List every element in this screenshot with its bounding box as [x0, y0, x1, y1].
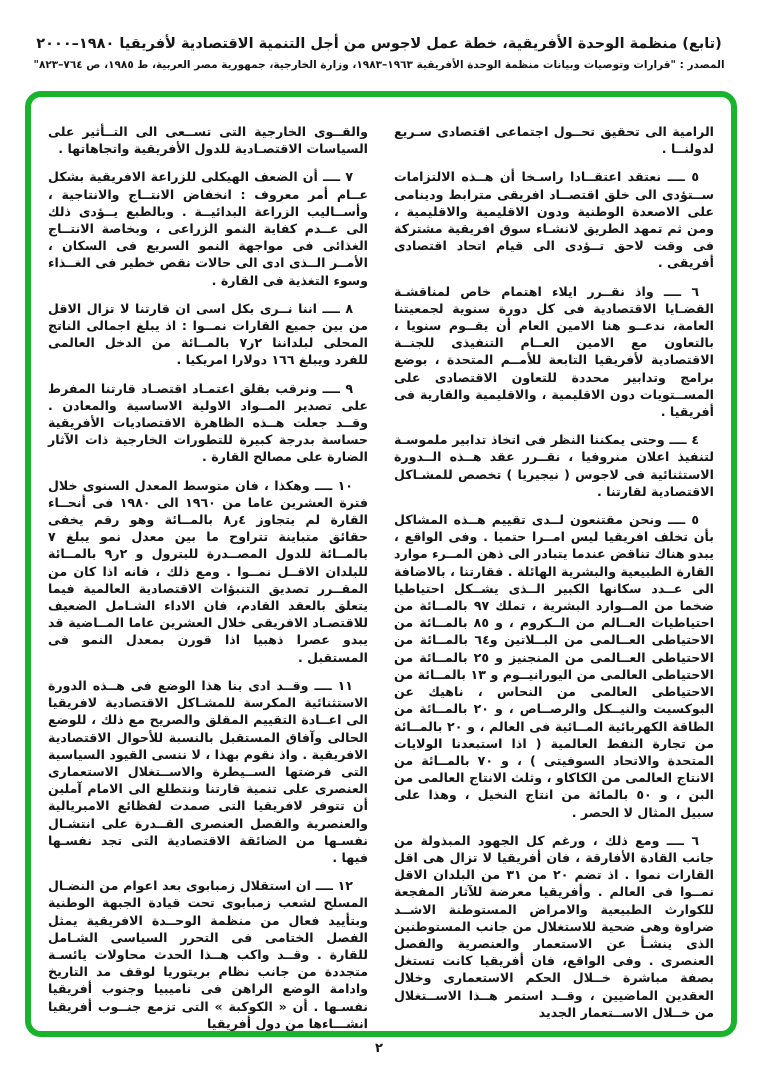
paragraph-item-6b: ٦ ــــ ومع ذلك ، ورغم كل الجهود المبذولة من جانب القادة الأفارقة ، فان أفريقيا لا تزال هى اقل القارات نموا . اذ تضم ٢٠ من ٣١ من البلدان الاقل نمــوا فى العالم . وأفريقيا معرضة للآثار المفجعة للكوارث الطبيعية والامراض المستوطنة الاشــد ضراوة وهى ضحية للاستغلال من جانب المستوطنين الذى ينشـأ عن الاستعمار والعنصرية والفصل العنصرى . وفى الواقع، فان أفريقيا كانت تستغل بصفة مباشرة خــلال الحكم الاستعمارى وخلال العقدين الماضيين ، وقــد استمر هــذا الاســتغلال من خــلال الاســتعمار الجديد	[394, 832, 714, 1020]
page-number: ٢	[375, 1041, 383, 1056]
paragraph-item-5: ٥ ــــ نعتقد اعتقــادا راسـخا أن هــذه الالتزامات ســتؤدى الى خلق اقتصــاد افريقى مترابط ودينامى على الاصعدة الوطنية ودون الاقليمية والاقليمية ، ومن ثم تمهد الطريق لانشـاء سوق افريقية مشتركة فى وقت لاحق تــؤدى الى قيام اتحاد اقتصادى أفريقى .	[394, 169, 714, 271]
column-left	[48, 123, 369, 1031]
paragraph-item-6: ٦ ــــ واذ نقــرر ايلاء اهتمام خاص لمناقشـة القضـايا الاقتصادية فى كل دورة سنوية لجمعيتنا العامة، ندعــو هنا الامين العام أن يقــوم سنويا ، بالتعاون مع الامين العــام التنفيذى للجنــة الاقتصادية لأفريقيا التابعة للأمــم المتحدة ، بوضع برامج وتدابير محددة للتعاون الاقتصادى على المســتويات دون الاقليمية ، والاقليمية والقارية فى أفريقيا .	[394, 283, 714, 420]
paragraph-item-5b: ٥ ــــ ونحن مقتنعون لــدى تقييم هــذه المشاكل بأن تخلف افريقيا ليس امــرا حتميا . وفى الواقع ، يبدو هناك تناقض عندما يتبادر الى ذهن المــرء موارد القارة الطبيعية والبشرية الهائلة . فقارتنا ، بالاضافة الى عــدد سكانها الكبير الــذى يشــكل احتياطيا ضخما من المــوارد البشرية ، تملك ٩٧ بالمــائة من احتياطيات العــالم من الــكروم ، و ٨٥ بالمــائة من الاحتياطى العــالمى من البــلاتين و٦٤ بالمــائة من الاحتياطى العــالمى من المنجنيز و ٢٥ بالمــائة من الاحتياطى العالمى من اليورانيــوم و ١٣ بالمــائة من الاحتياطى العالمى من النحاس ، ناهيك عن البوكسيت والنيــكل والرصــاص ، و ٢٠ بالمــائة من الطاقة الكهربائية المــائية فى العالم ، و ٢٠ بالمــائة من تجارة النفط العالمية ( اذا استبعدنا الولايات المتحدة والاتحاد السوفيتى ) ، و ٧٠ بالمــائة من الانتاج العالمى من الكاكاو ، وثلث الانتاج العالمى من البن ، و ٥٠ بالمائة من انتاج النخيل ، وهذا على سبيل المثال لا الحصر .	[394, 512, 715, 820]
document-title: (تابع) منظمة الوحدة الأفريقية، خطة عمل لاجوس من أجل التنمية الاقتصادية لأفريقيا ١٩٨٠–٢٠٠٠	[36, 36, 722, 52]
page-header	[0, 36, 758, 71]
two-column-layout	[48, 123, 715, 1031]
source-citation: المصدر : "قرارات وتوصيات وبيانات منظمة الوحدة الأفريقية ١٩٦٣–١٩٨٣، وزارة الخارجية، جمهورية مصر العربية، ط ١٩٨٥، ص ٧٦٤–٨٢٣"	[33, 59, 725, 71]
paragraph-item-9: ٩ ــــ ونرقب بقلق اعتمـاد اقتصـاد قارتنا المفرط على تصدير المــواد الاولية الاساسية والمعادن . وقــد جعلت هــذه الظاهرة الاقتصاديات الأفريقية حساسة بدرجة كبيرة للتطورات الخارجية ذات الآثار الضارة على مصالح القارة .	[48, 380, 368, 465]
paragraph-continuation: والقــوى الخارجية التى تســعى الى التــأثير على السياسات الاقتصـادية للدول الأفريقية واتجاهاتها .	[48, 124, 368, 157]
column-right	[394, 123, 715, 1020]
paragraph-item-7: ٧ ــــ أن الضعف الهيكلى للزراعة الافريقية بشكل عــام أمر معروف : انخفاض الانتــاج والانتاجية ، وأســاليب الزراعة البدائيــة . وبالطبع يــؤدى ذلك الى عــدم كفاية النمو الزراعى ، وبخاصة الانتــاج الغذائى فى مواجهة النمو السريع فى السكان ، الأمــر الــذى ادى الى حالات نقص خطير فى الغــذاء وسوء التغذية فى القارة .	[48, 169, 368, 288]
content-border-box	[25, 91, 737, 1037]
paragraph-item-11: ١١ ــــ وقــد ادى بنا هذا الوضع فى هــذه الدورة الاستثنائية المكرسة للمشـاكل الاقتصادية لافريقيا الى اعــادة التقييم المقلق والصريح مع ذلك ، للوضع الحالى وآفاق المستقبل بالنسبة للأحوال الاقتصادية الافريقية . واذ نقوم بهذا ، لا ننسى القيود السياسية التى فرضتها الســيطرة والاســتغلال الاستعمارى العنصرى على تنمية قارتنا ونتطلع الى الامام آملين أن تتوفر لافريقيا التى صمدت لفظائع الامبريالية والعنصرية والفصل العنصرى القــدرة على انتشـال نفسـها من الضائقة الاقتصادية التى تجد نفسـها فيها .	[48, 677, 368, 865]
paragraph-item-10: ١٠ ــــ وهكذا ، فان متوسط المعدل السنوى خلال فترة العشرين عاما من ١٩٦٠ الى ١٩٨٠ فى أنحــاء القارة لم يتجاوز ٤ر٨ بالمــائة وهو رقم يخفى حقائق متباينة تتراوح ما بين معدل نمو يبلغ ٧ بالمــائة للدول المصــدرة للبترول و ٢ر٩ بالمــائة للبلدان الاقــل نمــوا . ومع ذلك ، فانه اذا كان من المقــرر تصديق التنبؤات الاقتصادية العالمية فيما يتعلق بالعقد القادم، فان الاداء الشـامل الضعيف للاقتصـاد الافريقى خلال العشرين عاما المــاضية قد يبدو عصرا ذهبيا اذا قورن بمعدل النمو فى المستقبل .	[48, 477, 369, 665]
paragraph-item-8: ٨ ــــ اننا نــرى بكل اسى ان قارتنا لا تزال الاقل من بين جميع القارات نمــوا : اذ يبلغ اجمالى الناتج المحلى لبلداننا ٢ر٧ بالمــائة من الدخل العالمى للفرد ويبلغ ١٦٦ دولارا امريكيا .	[48, 300, 368, 368]
paragraph-item-12: ١٢ ــــ ان استقلال زمبابوى بعد اعوام من النضـال المسلح لشعب زمبابوى تحت قيادة الجبهة الوطنية وبتأييد فعال من منظمة الوحــدة الافريقية يمثل الفصل الختامى فى التحرر السياسى الشـامل للقارة . وقــد واكب هــذا الحدث محاولات يائسـة متجددة من جانب نظام بريتوريا لوقف مد التاريخ وادامة الوضع الراهن فى ناميبيا وجنوب أفريقيا نفسـها . أن « الكوكبة » التى تزمع جنــوب أفريقيا انشـــاءها من دول أفريقيا	[48, 878, 368, 1031]
paragraph-item-4: ٤ ــــ وحتى يمكننا النظر فى اتخاذ تدابير ملموسـة لتنفيذ اعلان منروفيا ، نقــرر عقد هــذه الــدورة الاستثنائية فى لاجوس ( نيجيريا ) تخصص للمشـاكل الاقتصادية لقارتنا .	[394, 432, 714, 499]
paragraph-continuation: الرامية الى تحقيق تحــول اجتماعى اقتصادى سـريع لدولنــا .	[394, 124, 714, 157]
